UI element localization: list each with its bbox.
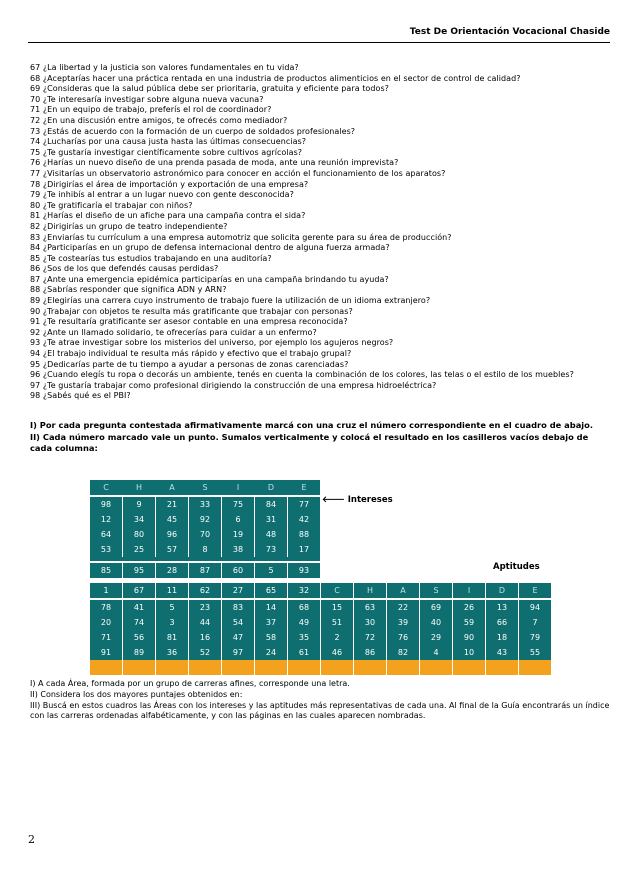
intereses-cell: 98 xyxy=(90,497,122,512)
grid-cell: 36 xyxy=(156,645,188,660)
grid-cell: 41 xyxy=(123,600,155,615)
aptitudes-header-cell: E xyxy=(519,583,551,598)
grid-cell: 24 xyxy=(255,645,287,660)
grid-cell: 29 xyxy=(420,630,452,645)
intereses-header-cell: H xyxy=(123,480,155,495)
header-rule xyxy=(28,42,610,43)
grid-cell: 69 xyxy=(420,600,452,615)
question-item: 97 ¿Te gustaría trabajar como profesional dirigiendo la construcción de una empresa hidroeléctrica? xyxy=(30,380,437,390)
grid-cell: 46 xyxy=(321,645,353,660)
grid-cell: 15 xyxy=(321,600,353,615)
grid-cell: 54 xyxy=(222,615,254,630)
grid-cell: 27 xyxy=(222,583,254,598)
grid-cell: 62 xyxy=(189,583,221,598)
grid-cell: 20 xyxy=(90,615,122,630)
grid-cell: 18 xyxy=(486,630,518,645)
intereses-cell: 21 xyxy=(156,497,188,512)
question-item: 83 ¿Enviarías tu currículum a una empresa automotriz que solicita gerente para su área de producción? xyxy=(30,232,452,242)
intereses-cell: 88 xyxy=(288,527,320,542)
question-item: 73 ¿Estás de acuerdo con la formación de un cuerpo de soldados profesionales? xyxy=(30,126,356,136)
grid-cell: 39 xyxy=(387,615,419,630)
intereses-cell: 33 xyxy=(189,497,221,512)
grid-cell: 94 xyxy=(519,600,551,615)
question-item: 80 ¿Te gratificaría el trabajar con niños? xyxy=(30,200,193,210)
grid-cell: 91 xyxy=(90,645,122,660)
grid-cell: 81 xyxy=(156,630,188,645)
intereses-cell: 34 xyxy=(123,512,155,527)
grid-cell: 68 xyxy=(288,600,320,615)
intereses-cell: 57 xyxy=(156,542,188,557)
grid-cell: 4 xyxy=(420,645,452,660)
total-input-cell[interactable] xyxy=(453,660,485,675)
question-item: 96 ¿Cuando elegís tu ropa o decorás un ambiente, tenés en cuenta la combinación de los colores, las telas o el estilo de los muebles? xyxy=(30,370,574,380)
intereses-cell: 38 xyxy=(222,542,254,557)
total-input-cell[interactable] xyxy=(156,660,188,675)
total-input-cell[interactable] xyxy=(519,660,551,675)
grid-cell: 30 xyxy=(354,615,386,630)
intereses-cell: 84 xyxy=(255,497,287,512)
grid-cell: 55 xyxy=(519,645,551,660)
grid-cell: 79 xyxy=(519,630,551,645)
grid-cell: 51 xyxy=(321,615,353,630)
grid-cell: 35 xyxy=(288,630,320,645)
grid-cell: 47 xyxy=(222,630,254,645)
intereses-cell: 70 xyxy=(189,527,221,542)
grid-cell: 83 xyxy=(222,600,254,615)
grid-cell: 74 xyxy=(123,615,155,630)
intereses-cell: 28 xyxy=(156,563,188,578)
question-item: 84 ¿Participarías en un grupo de defensa internacional dentro de alguna fuerza armada? xyxy=(30,243,390,253)
intereses-cell: 85 xyxy=(90,563,122,578)
instruction-1: I) Por cada pregunta contestada afirmativamente marcá con una cruz el número correspondiente en el cuadro de abajo. xyxy=(30,420,593,430)
grid-cell: 90 xyxy=(453,630,485,645)
grid-cell: 76 xyxy=(387,630,419,645)
intereses-header-cell: E xyxy=(288,480,320,495)
question-item: 72 ¿En una discusión entre amigos, te ofrecés como mediador? xyxy=(30,115,288,125)
intereses-cell: 48 xyxy=(255,527,287,542)
instruction-2: II) Cada número marcado vale un punto. Sumalos verticalmente y colocá el resultado en los casilleros vacíos debajo de cada columna: xyxy=(30,431,589,453)
question-item: 98 ¿Sabés qué es el PBI? xyxy=(30,391,131,401)
intereses-cell: 53 xyxy=(90,542,122,557)
question-item: 95 ¿Dedicarías parte de tu tiempo a ayudar a personas de zonas carenciadas? xyxy=(30,359,349,369)
total-input-cell[interactable] xyxy=(123,660,155,675)
questions-list xyxy=(30,63,610,402)
note-3: III) Buscá en estos cuadros las Áreas con los intereses y las aptitudes más representativas de cada una. Al final de la Guía encontrarás un índice con las carreras ordenadas alfabéticamente, y con las páginas en las cuales aparecen nombradas. xyxy=(30,700,610,721)
grid-cell: 5 xyxy=(156,600,188,615)
question-item: 75 ¿Te gustaría investigar científicamente sobre cultivos agrícolas? xyxy=(30,147,303,157)
intereses-header-cell: A xyxy=(156,480,188,495)
note-1: I) A cada Área, formada por un grupo de carreras afines, corresponde una letra. xyxy=(30,679,350,688)
question-item: 74 ¿Lucharías por una causa justa hasta las últimas consecuencias? xyxy=(30,137,307,147)
question-item: 91 ¿Te resultaría gratificante ser asesor contable en una empresa reconocida? xyxy=(30,317,348,327)
intereses-cell: 73 xyxy=(255,542,287,557)
grid-cell: 67 xyxy=(123,583,155,598)
total-input-cell[interactable] xyxy=(288,660,320,675)
grid-cell: 49 xyxy=(288,615,320,630)
intereses-cell: 8 xyxy=(189,542,221,557)
intereses-header-cell: S xyxy=(189,480,221,495)
intereses-cell: 6 xyxy=(222,512,254,527)
grid-cell: 1 xyxy=(90,583,122,598)
grid-cell: 63 xyxy=(354,600,386,615)
grid-cell: 78 xyxy=(90,600,122,615)
aptitudes-header-cell: H xyxy=(354,583,386,598)
question-item: 69 ¿Consideras que la salud pública debe ser prioritaria, gratuita y eficiente para todos? xyxy=(30,84,389,94)
grid-cell: 13 xyxy=(486,600,518,615)
grid-cell: 16 xyxy=(189,630,221,645)
intereses-cell: 9 xyxy=(123,497,155,512)
grid-cell: 11 xyxy=(156,583,188,598)
question-item: 79 ¿Te inhibís al entrar a un lugar nuevo con gente desconocida? xyxy=(30,190,294,200)
intereses-cell: 80 xyxy=(123,527,155,542)
grid-cell: 44 xyxy=(189,615,221,630)
intereses-cell: 77 xyxy=(288,497,320,512)
intereses-cell: 75 xyxy=(222,497,254,512)
intereses-cell: 95 xyxy=(123,563,155,578)
intereses-cell: 42 xyxy=(288,512,320,527)
grid-cell: 72 xyxy=(354,630,386,645)
intereses-cell: 31 xyxy=(255,512,287,527)
intereses-cell: 60 xyxy=(222,563,254,578)
question-item: 68 ¿Aceptarías hacer una práctica rentada en una industria de productos alimenticios en el sector de control de calidad? xyxy=(30,73,521,83)
intereses-cell: 45 xyxy=(156,512,188,527)
grid-cell: 40 xyxy=(420,615,452,630)
grid-cell: 58 xyxy=(255,630,287,645)
grid-cell: 61 xyxy=(288,645,320,660)
instructions xyxy=(30,420,610,455)
question-item: 92 ¿Ante un llamado solidario, te ofrecerías para cuidar a un enfermo? xyxy=(30,327,317,337)
intereses-header-cell: C xyxy=(90,480,122,495)
question-item: 94 ¿El trabajo individual te resulta más rápido y efectivo que el trabajo grupal? xyxy=(30,349,352,359)
question-item: 88 ¿Sabrías responder que significa ADN y ARN? xyxy=(30,285,227,295)
question-item: 85 ¿Te costearías tus estudios trabajando en una auditoría? xyxy=(30,253,272,263)
question-item: 77 ¿Visitarías un observatorio astronómico para conocer en acción el funcionamiento de los aparatos? xyxy=(30,168,446,178)
grid-cell: 66 xyxy=(486,615,518,630)
grid-cell: 52 xyxy=(189,645,221,660)
aptitudes-header-cell: A xyxy=(387,583,419,598)
intereses-cell: 96 xyxy=(156,527,188,542)
total-input-cell[interactable] xyxy=(90,660,122,675)
question-item: 67 ¿La libertad y la justicia son valores fundamentales en tu vida? xyxy=(30,63,299,72)
total-input-cell[interactable] xyxy=(255,660,287,675)
intereses-cell: 25 xyxy=(123,542,155,557)
intereses-cell: 17 xyxy=(288,542,320,557)
total-input-cell[interactable] xyxy=(189,660,221,675)
intereses-spacer xyxy=(90,557,320,561)
total-input-cell[interactable] xyxy=(420,660,452,675)
grid-cell: 37 xyxy=(255,615,287,630)
intereses-cell: 92 xyxy=(189,512,221,527)
grid-cell: 3 xyxy=(156,615,188,630)
question-item: 81 ¿Harías el diseño de un afiche para una campaña contra el sida? xyxy=(30,211,306,221)
total-input-cell[interactable] xyxy=(222,660,254,675)
grid-cell: 26 xyxy=(453,600,485,615)
question-item: 71 ¿En un equipo de trabajo, preferís el rol de coordinador? xyxy=(30,105,272,115)
grid-cell: 2 xyxy=(321,630,353,645)
total-input-cell[interactable] xyxy=(486,660,518,675)
grid-cell: 56 xyxy=(123,630,155,645)
aptitudes-label: Aptitudes xyxy=(493,562,540,572)
question-item: 82 ¿Dirigirías un grupo de teatro independiente? xyxy=(30,221,228,231)
grid-cell: 32 xyxy=(288,583,320,598)
grid-cell: 23 xyxy=(189,600,221,615)
grid-cell: 89 xyxy=(123,645,155,660)
grid-cell: 22 xyxy=(387,600,419,615)
question-item: 89 ¿Elegirías una carrera cuyo instrumento de trabajo fuere la utilización de un idioma extranjero? xyxy=(30,296,431,306)
page-number: 2 xyxy=(28,833,35,846)
aptitudes-header-cell: C xyxy=(321,583,353,598)
intereses-cell: 93 xyxy=(288,563,320,578)
intereses-cell: 19 xyxy=(222,527,254,542)
document-header-title: Test De Orientación Vocacional Chaside xyxy=(409,27,610,37)
question-item: 86 ¿Sos de los que defendés causas perdidas? xyxy=(30,264,219,274)
question-item: 90 ¿Trabajar con objetos te resulta más gratificante que trabajar con personas? xyxy=(30,306,353,316)
aptitudes-header-cell: D xyxy=(486,583,518,598)
question-item: 93 ¿Te atrae investigar sobre los misterios del universo, por ejemplo los agujeros negros? xyxy=(30,338,394,348)
grid-cell: 86 xyxy=(354,645,386,660)
question-item: 76 ¿Harías un nuevo diseño de una prenda pasada de moda, ante una reunión imprevista? xyxy=(30,158,399,168)
grid-cell: 97 xyxy=(222,645,254,660)
grid-cell: 65 xyxy=(255,583,287,598)
grid-cell: 59 xyxy=(453,615,485,630)
grid-cell: 43 xyxy=(486,645,518,660)
intereses-cell: 12 xyxy=(90,512,122,527)
intereses-header-cell: I xyxy=(222,480,254,495)
note-2: II) Considera los dos mayores puntajes obtenidos en: xyxy=(30,689,243,699)
question-item: 78 ¿Dirigirías el área de importación y exportación de una empresa? xyxy=(30,179,309,189)
grid-cell: 71 xyxy=(90,630,122,645)
intereses-cell: 64 xyxy=(90,527,122,542)
intereses-header-cell: D xyxy=(255,480,287,495)
arrow-left-icon: 🡐 xyxy=(322,495,345,505)
question-item: 70 ¿Te interesaría investigar sobre alguna nueva vacuna? xyxy=(30,94,264,104)
intereses-cell: 5 xyxy=(255,563,287,578)
grid-cell: 14 xyxy=(255,600,287,615)
total-input-cell[interactable] xyxy=(321,660,353,675)
aptitudes-header-cell: I xyxy=(453,583,485,598)
grid-cell: 10 xyxy=(453,645,485,660)
notes xyxy=(30,679,610,722)
total-input-cell[interactable] xyxy=(354,660,386,675)
intereses-cell: 87 xyxy=(189,563,221,578)
aptitudes-header-cell: S xyxy=(420,583,452,598)
intereses-text: Intereses xyxy=(347,495,393,505)
total-input-cell[interactable] xyxy=(387,660,419,675)
grid-cell: 82 xyxy=(387,645,419,660)
grid-cell: 7 xyxy=(519,615,551,630)
question-item: 87 ¿Ante una emergencia epidémica participarías en una campaña brindando tu ayuda? xyxy=(30,274,389,284)
intereses-label xyxy=(322,495,393,506)
